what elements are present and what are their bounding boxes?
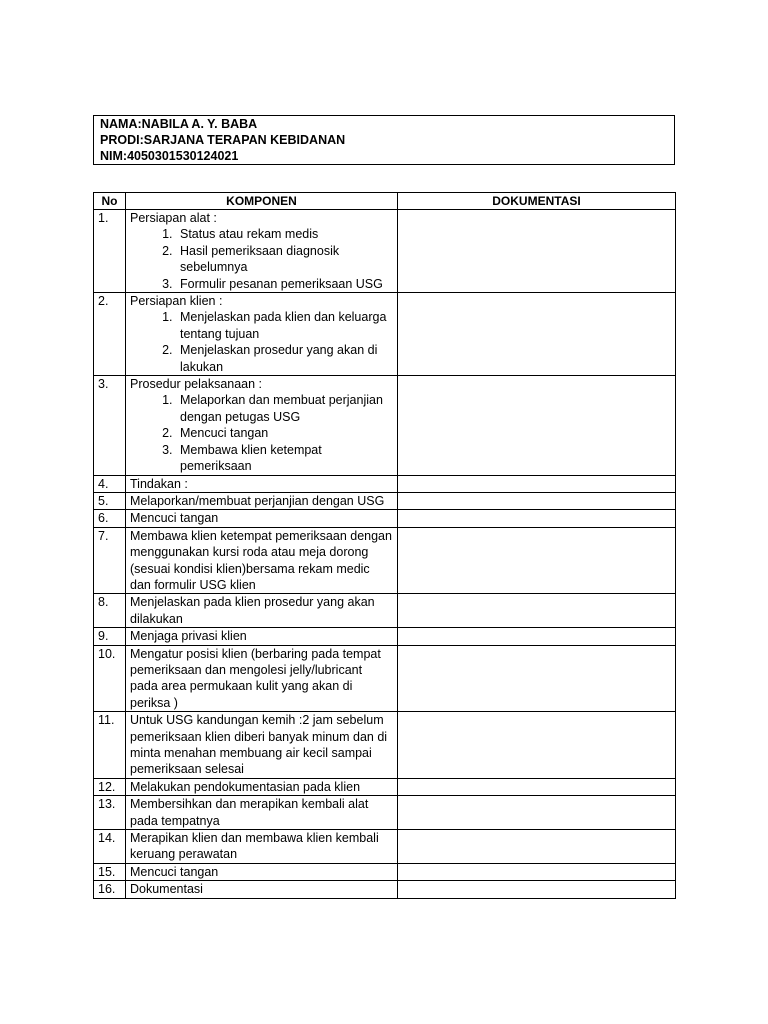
row-number: 3.	[94, 376, 126, 475]
sub-item-list	[130, 309, 393, 375]
row-number: 14.	[94, 830, 126, 864]
row-number: 12.	[94, 778, 126, 795]
sub-item: 1. Status atau rekam medis	[176, 226, 393, 242]
sub-item: 2. Menjelaskan prosedur yang akan di lakukan	[176, 342, 393, 375]
komponen-cell	[126, 475, 398, 492]
komponen-text: Mencuci tangan	[130, 511, 219, 526]
dokumentasi-cell	[398, 510, 676, 527]
row-number: 10.	[94, 645, 126, 712]
table-row	[94, 830, 676, 864]
row-number: 4.	[94, 475, 126, 492]
dokumentasi-cell	[398, 594, 676, 628]
student-id: NIM:4050301530124021	[100, 149, 239, 163]
komponen-cell	[126, 778, 398, 795]
student-program: PRODI:SARJANA TERAPAN KEBIDANAN	[100, 133, 346, 147]
table-body	[94, 210, 676, 899]
table-row	[94, 376, 676, 475]
komponen-cell	[126, 830, 398, 864]
komponen-cell	[126, 376, 398, 475]
table-row	[94, 594, 676, 628]
row-number: 6.	[94, 510, 126, 527]
row-number: 2.	[94, 293, 126, 376]
row-number: 16.	[94, 881, 126, 898]
komponen-text: Membawa klien ketempat pemeriksaan dengan menggunakan kursi roda atau meja dorong (sesuai kondisi klien)bersama rekam medic dan formulir USG klien	[130, 528, 392, 592]
table-row	[94, 863, 676, 880]
sub-item-list	[130, 226, 393, 292]
komponen-cell	[126, 712, 398, 779]
komponen-cell	[126, 796, 398, 830]
table-row	[94, 881, 676, 898]
table-row	[94, 628, 676, 645]
komponen-cell	[126, 628, 398, 645]
table-row	[94, 645, 676, 712]
dokumentasi-cell	[398, 778, 676, 795]
table-row	[94, 510, 676, 527]
dokumentasi-cell	[398, 796, 676, 830]
sub-item-list	[130, 392, 393, 474]
student-info-box	[93, 115, 675, 165]
komponen-cell	[126, 210, 398, 293]
table-row	[94, 293, 676, 376]
sub-item: 1. Menjelaskan pada klien dan keluarga tentang tujuan	[176, 309, 393, 342]
table-row	[94, 527, 676, 594]
komponen-text: Untuk USG kandungan kemih :2 jam sebelum pemeriksaan klien diberi banyak minum dan di minta menahan membuang air kecil sampai pemeriksaan selesai	[130, 713, 388, 777]
komponen-text: Melakukan pendokumentasian pada klien	[130, 779, 361, 794]
sub-item: 1. Melaporkan dan membuat perjanjian dengan petugas USG	[176, 392, 393, 425]
row-number: 13.	[94, 796, 126, 830]
komponen-cell	[126, 492, 398, 509]
row-number: 15.	[94, 863, 126, 880]
komponen-text: Dokumentasi	[130, 882, 203, 897]
komponen-cell	[126, 293, 398, 376]
table-row	[94, 778, 676, 795]
dokumentasi-cell	[398, 645, 676, 712]
dokumentasi-cell	[398, 475, 676, 492]
komponen-text: Membersihkan dan merapikan kembali alat pada tempatnya	[130, 797, 369, 828]
dokumentasi-cell	[398, 527, 676, 594]
dokumentasi-cell	[398, 492, 676, 509]
komponen-text: Menjelaskan pada klien prosedur yang akan dilakukan	[130, 595, 375, 626]
sub-item: 2. Hasil pemeriksaan diagnosik sebelumnya	[176, 243, 393, 276]
table-row	[94, 210, 676, 293]
row-number: 5.	[94, 492, 126, 509]
dokumentasi-cell	[398, 628, 676, 645]
row-number: 7.	[94, 527, 126, 594]
student-name: NAMA:NABILA A. Y. BABA	[100, 117, 258, 131]
table-row	[94, 492, 676, 509]
column-header-komponen: KOMPONEN	[126, 193, 398, 210]
komponen-cell	[126, 863, 398, 880]
komponen-cell	[126, 645, 398, 712]
row-number: 1.	[94, 210, 126, 293]
row-number: 11.	[94, 712, 126, 779]
table-row	[94, 475, 676, 492]
komponen-cell	[126, 594, 398, 628]
komponen-text: Menjaga privasi klien	[130, 629, 247, 644]
dokumentasi-cell	[398, 376, 676, 475]
column-header-no: No	[94, 193, 126, 210]
komponen-text: Mengatur posisi klien (berbaring pada tempat pemeriksaan dan mengolesi jelly/lubricant pada area permukaan kulit yang akan di periksa )	[130, 646, 381, 710]
dokumentasi-cell	[398, 210, 676, 293]
dokumentasi-cell	[398, 863, 676, 880]
komponen-text: Persiapan alat :	[130, 211, 217, 225]
table-header-row	[94, 193, 676, 210]
sub-item: 3. Membawa klien ketempat pemeriksaan	[176, 442, 393, 475]
komponen-cell	[126, 527, 398, 594]
table-row	[94, 712, 676, 779]
row-number: 9.	[94, 628, 126, 645]
dokumentasi-cell	[398, 881, 676, 898]
komponen-text: Persiapan klien :	[130, 294, 223, 309]
komponen-text: Mencuci tangan	[130, 864, 219, 879]
komponen-text: Tindakan :	[130, 476, 188, 491]
row-number: 8.	[94, 594, 126, 628]
column-header-dokumentasi: DOKUMENTASI	[398, 193, 676, 210]
sub-item: 2. Mencuci tangan	[176, 425, 393, 441]
dokumentasi-cell	[398, 293, 676, 376]
dokumentasi-cell	[398, 830, 676, 864]
komponen-cell	[126, 881, 398, 898]
komponen-text: Merapikan klien dan membawa klien kembali keruang perawatan	[130, 831, 379, 862]
table-row	[94, 796, 676, 830]
dokumentasi-cell	[398, 712, 676, 779]
sub-item: 3. Formulir pesanan pemeriksaan USG	[176, 276, 393, 292]
procedure-table	[93, 192, 676, 899]
komponen-text: Prosedur pelaksanaan :	[130, 377, 263, 392]
komponen-cell	[126, 510, 398, 527]
komponen-text: Melaporkan/membuat perjanjian dengan USG	[130, 493, 385, 508]
